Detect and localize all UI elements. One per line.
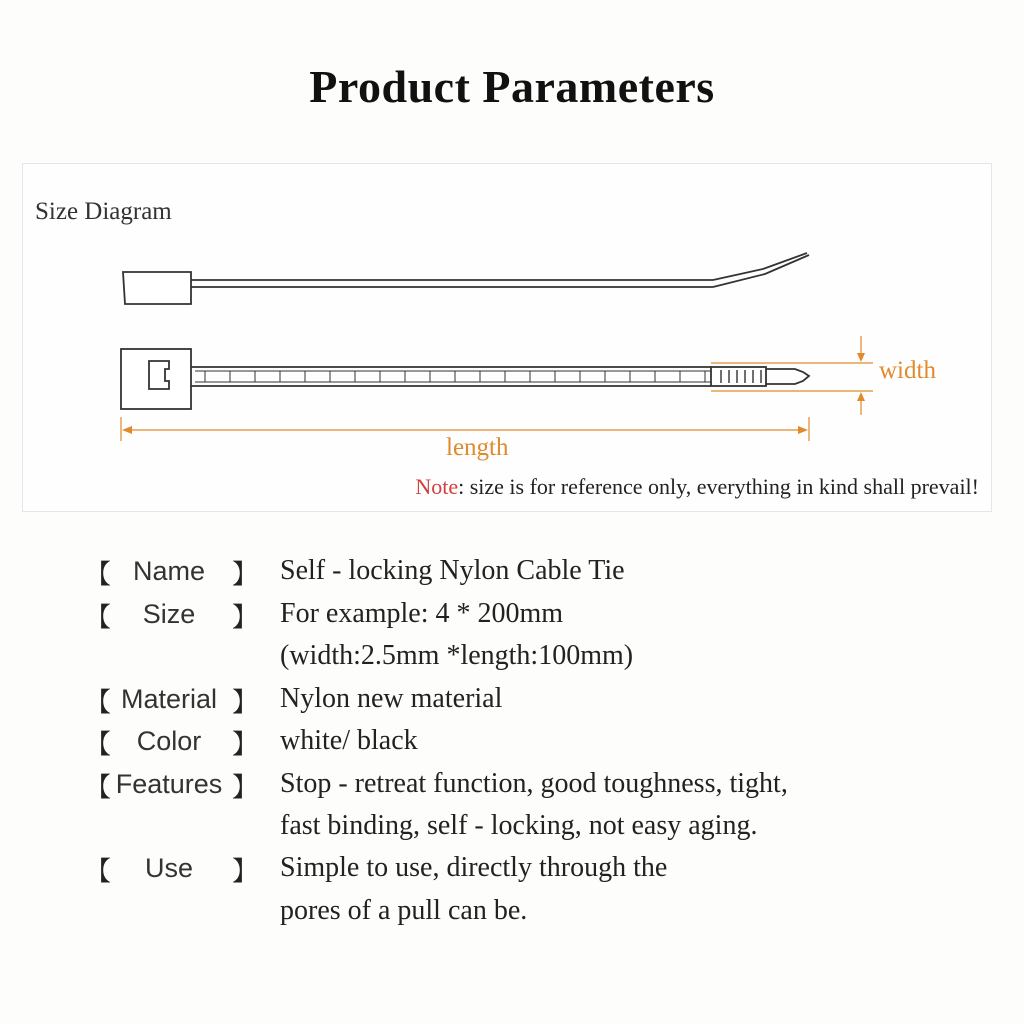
bracket-left: 【 — [85, 560, 112, 590]
bracket-left: 【 — [85, 773, 112, 803]
spec-key: Size — [142, 599, 196, 629]
bracket-left: 【 — [85, 603, 112, 633]
size-diagram-label: Size Diagram — [35, 198, 172, 225]
spec-key: Features — [115, 769, 223, 799]
cable-tie-top-view — [121, 349, 809, 409]
spec-value: pores of a pull can be. — [280, 895, 528, 926]
bracket-left: 【 — [85, 688, 112, 718]
spec-key: Color — [136, 726, 202, 756]
cable-tie-side-view — [123, 253, 809, 304]
spec-value: fast binding, self - locking, not easy aging. — [280, 810, 758, 841]
spec-value: Self - locking Nylon Cable Tie — [280, 555, 625, 586]
bracket-right: 】 — [232, 773, 259, 803]
bracket-left: 【 — [85, 730, 112, 760]
spec-key: Name — [132, 556, 206, 586]
bracket-right: 】 — [232, 603, 259, 633]
spec-value: Simple to use, directly through the — [280, 852, 668, 883]
bracket-right: 】 — [232, 560, 259, 590]
length-label: length — [446, 434, 509, 461]
spec-value: (width:2.5mm *length:100mm) — [280, 640, 634, 671]
spec-value: white/ black — [280, 725, 418, 756]
page-title: Product Parameters — [309, 61, 715, 112]
note-text: : size is for reference only, everything in kind shall prevail! — [458, 474, 979, 499]
note-prefix: Note — [415, 474, 459, 499]
width-label: width — [879, 357, 936, 384]
spec-key: Use — [144, 853, 193, 883]
size-diagram-panel — [22, 163, 992, 512]
spec-value: Nylon new material — [280, 683, 503, 714]
spec-key: Material — [120, 684, 218, 714]
bracket-right: 】 — [232, 857, 259, 887]
reference-note — [415, 474, 979, 500]
spec-value: For example: 4 * 200mm — [280, 598, 564, 629]
bracket-right: 】 — [232, 688, 259, 718]
bracket-left: 【 — [85, 857, 112, 887]
spec-value: Stop - retreat function, good toughness, tight, — [280, 768, 788, 799]
bracket-right: 】 — [232, 730, 259, 760]
